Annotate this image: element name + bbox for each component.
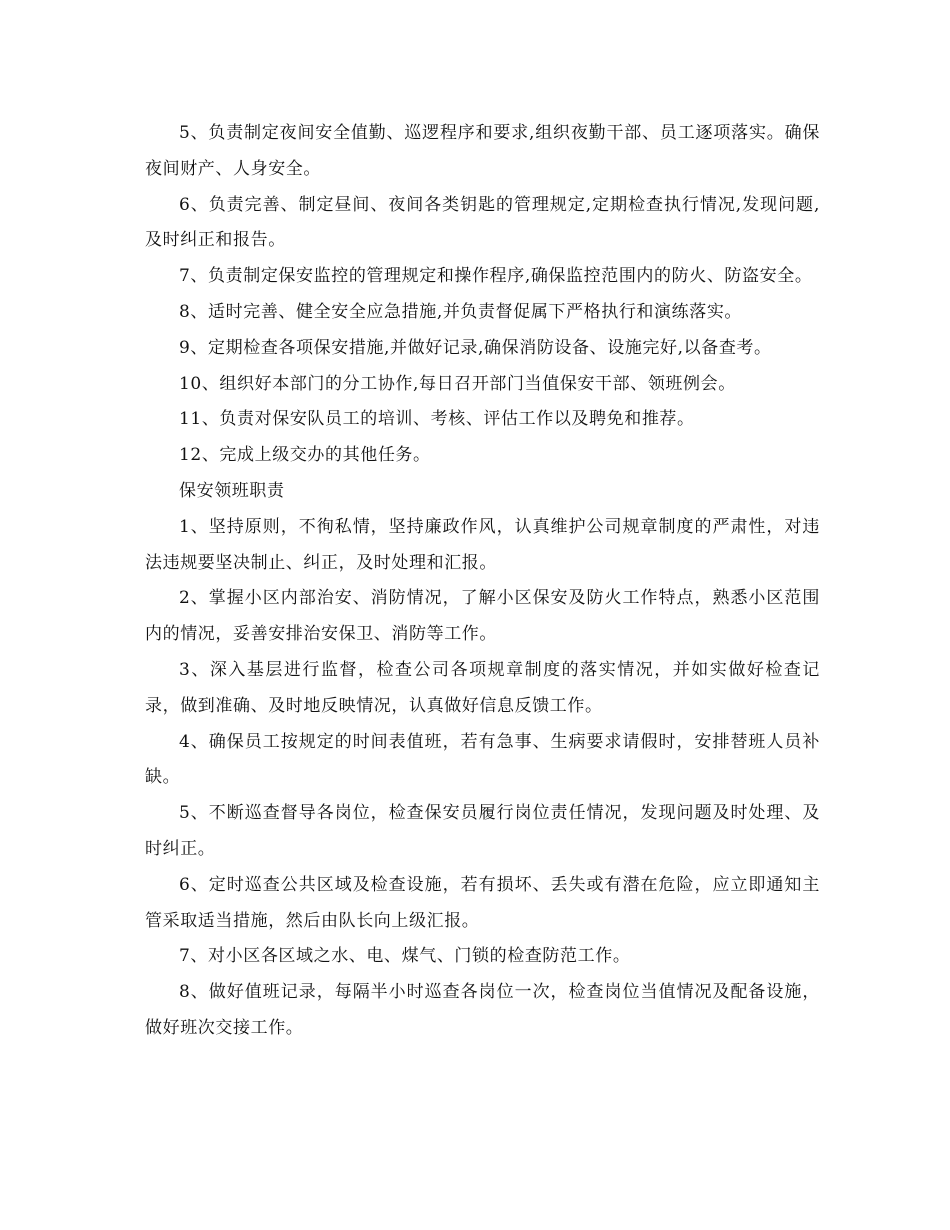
paragraph-leader-duty-8: 8、做好值班记录，每隔半小时巡查各岗位一次，检查岗位当值情况及配备设施，做好班次交接工作。 [145, 982, 820, 1038]
paragraph-leader-duty-3: 3、深入基层进行监督，检查公司各项规章制度的落实情况，并如实做好检查记录，做到准确、及时地反映情况，认真做好信息反馈工作。 [145, 659, 820, 716]
paragraph-duty-10: 10、组织好本部门的分工协作,每日召开部门当值保安干部、领班例会。 [179, 373, 736, 394]
section-title: 保安领班职责 [179, 480, 285, 501]
paragraph-duty-11: 11、负责对保安队员工的培训、考核、评估工作以及聘免和推荐。 [179, 409, 695, 430]
paragraph-leader-duty-6: 6、定时巡查公共区域及检查设施，若有损坏、丢失或有潜在危险，应立即通知主管采取适当措施，然后由队长向上级汇报。 [145, 874, 820, 931]
paragraph-leader-duty-4: 4、确保员工按规定的时间表值班，若有急事、生病要求请假时，安排替班人员补缺。 [145, 731, 820, 788]
paragraph-duty-5: 5、负责制定夜间安全值勤、巡逻程序和要求,组织夜勤干部、员工逐项落实。确保夜间财产、人身安全。 [145, 123, 820, 179]
paragraph-leader-duty-2: 2、掌握小区内部治安、消防情况，了解小区保安及防火工作特点，熟悉小区范围内的情况，妥善安排治安保卫、消防等工作。 [145, 588, 820, 645]
paragraph-leader-duty-5: 5、不断巡查督导各岗位，检查保安员履行岗位责任情况，发现问题及时处理、及时纠正。 [145, 803, 820, 859]
paragraph-duty-7: 7、负责制定保安监控的管理规定和操作程序,确保监控范围内的防火、防盗安全。 [179, 266, 813, 287]
document-body [145, 116, 820, 1047]
paragraph-duty-6: 6、负责完善、制定昼间、夜间各类钥匙的管理规定,定期检查执行情况,发现问题,及时纠正和报告。 [145, 194, 820, 251]
paragraph-duty-12: 12、完成上级交办的其他任务。 [179, 445, 431, 466]
paragraph-duty-9: 9、定期检查各项保安措施,并做好记录,确保消防设备、设施完好,以备查考。 [179, 337, 772, 358]
paragraph-duty-8: 8、适时完善、健全安全应急措施,并负责督促属下严格执行和演练落实。 [179, 301, 743, 322]
paragraph-leader-duty-7: 7、对小区各区域之水、电、煤气、门锁的检查防范工作。 [179, 946, 631, 967]
paragraph-leader-duty-1: 1、坚持原则，不徇私情，坚持廉政作风，认真维护公司规章制度的严肃性，对违法违规要坚决制止、纠正，及时处理和汇报。 [145, 516, 820, 573]
